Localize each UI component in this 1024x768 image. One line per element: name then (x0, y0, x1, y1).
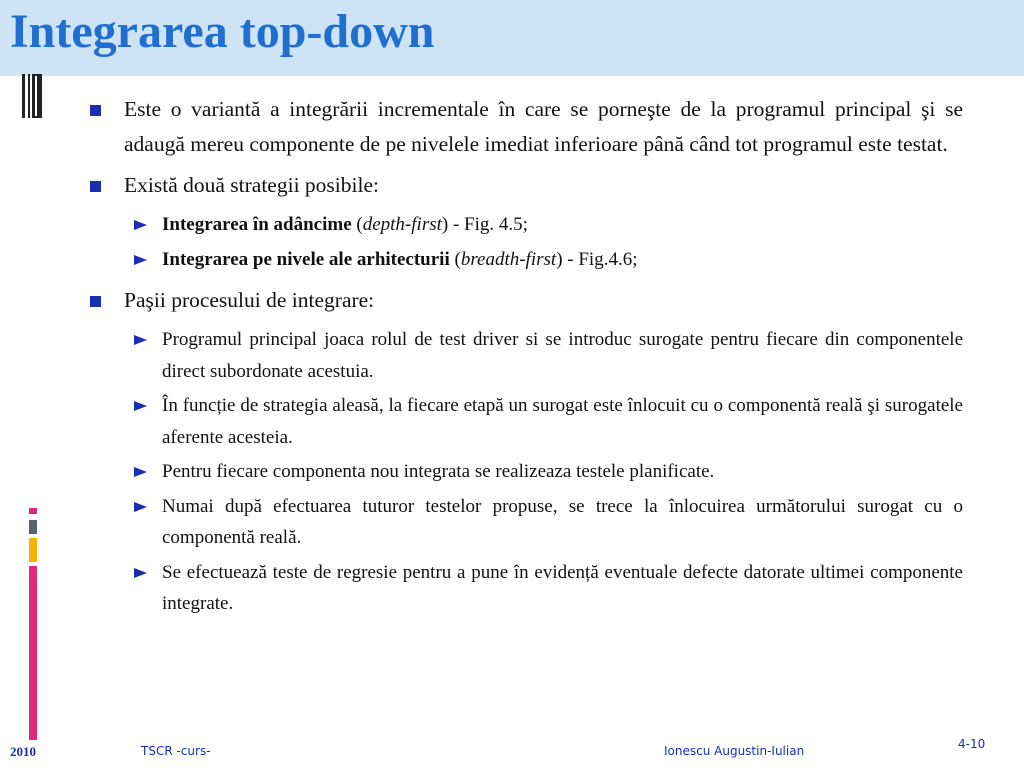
bullet-1-text: Este o variantă a integrării incrementale în care se porneşte de la programul principal şi se adaugă mereu componente de pe nivelele imediat inferioare până când tot programul este testat. (124, 97, 963, 156)
triangle-bullet-icon (134, 255, 147, 265)
sidebar-pink-top (29, 508, 37, 514)
square-bullet-icon (90, 296, 101, 307)
triangle-bullet-icon (134, 335, 147, 345)
sub-1-close: ) - Fig. 4.5; (441, 214, 528, 235)
triangle-bullet-icon (134, 401, 147, 411)
sub-2-close: ) - Fig.4.6; (556, 248, 638, 270)
bullet-3-sub-3 (124, 456, 963, 488)
triangle-bullet-icon (134, 467, 147, 477)
sub-1-open: ( (351, 214, 363, 235)
sidebar-decoration (29, 508, 37, 740)
page-number: 4-10 (958, 737, 986, 751)
footer-course: TSCR -curs- (141, 744, 211, 758)
bullet-2 (90, 168, 963, 203)
triangle-bullet-icon (134, 502, 147, 512)
sidebar-pink (29, 566, 37, 740)
sub-2-open: ( (449, 248, 461, 270)
square-bullet-icon (90, 181, 101, 192)
bullet-3 (90, 283, 963, 318)
bullet-2-sub-2 (124, 244, 963, 276)
bullet-2-text: Există două strategii posibile: (124, 173, 379, 197)
bullet-2-sub-1 (124, 209, 963, 241)
bullet-3-sub-3-text: Pentru fiecare componenta nou integrata se realizeaza testele planificate. (162, 461, 715, 482)
square-bullet-icon (90, 105, 101, 116)
triangle-bullet-icon (134, 220, 147, 230)
bullet-3-text: Paşii procesului de integrare: (124, 288, 375, 312)
bullet-3-sub-2 (124, 390, 963, 453)
sub-1-italic: depth-first (362, 214, 442, 235)
sub-2-italic: breadth-first (460, 248, 557, 270)
sub-1-bold: Integrarea în adâncime (162, 214, 352, 235)
bullet-3-sub-1 (124, 324, 963, 387)
corner-decoration (22, 74, 42, 118)
sub-2-bold: Integrarea pe nivele ale arhitecturii (162, 248, 450, 270)
bullet-3-sub-5-text: Se efectuează teste de regresie pentru a pune în evidență eventuale defecte datorate ultimei componente integrate. (162, 561, 963, 614)
sidebar-gray (29, 520, 37, 534)
bullet-3-sub-1-text: Programul principal joaca rolul de test driver si se introduc surogate pentru fiecare din componentele direct subordonate acestuia. (162, 329, 963, 382)
slide-content (90, 92, 963, 623)
bullet-1 (90, 92, 963, 162)
triangle-bullet-icon (134, 568, 147, 578)
bullet-3-sub-4 (124, 491, 963, 554)
sidebar-yellow (29, 538, 37, 562)
footer-year: 2010 (10, 744, 36, 759)
bullet-3-sub-4-text: Numai după efectuarea tuturor testelor propuse, se trece la înlocuirea următorului surogat cu o componentă reală. (162, 495, 963, 548)
footer-author: Ionescu Augustin-Iulian (664, 744, 805, 758)
slide-title: Integrarea top-down (10, 5, 435, 58)
bullet-3-sub-2-text: În funcție de strategia aleasă, la fiecare etapă un surogat este înlocuit cu o componentă reală şi surogatele aferente acesteia. (162, 395, 963, 448)
bullet-3-sub-5 (124, 557, 963, 620)
